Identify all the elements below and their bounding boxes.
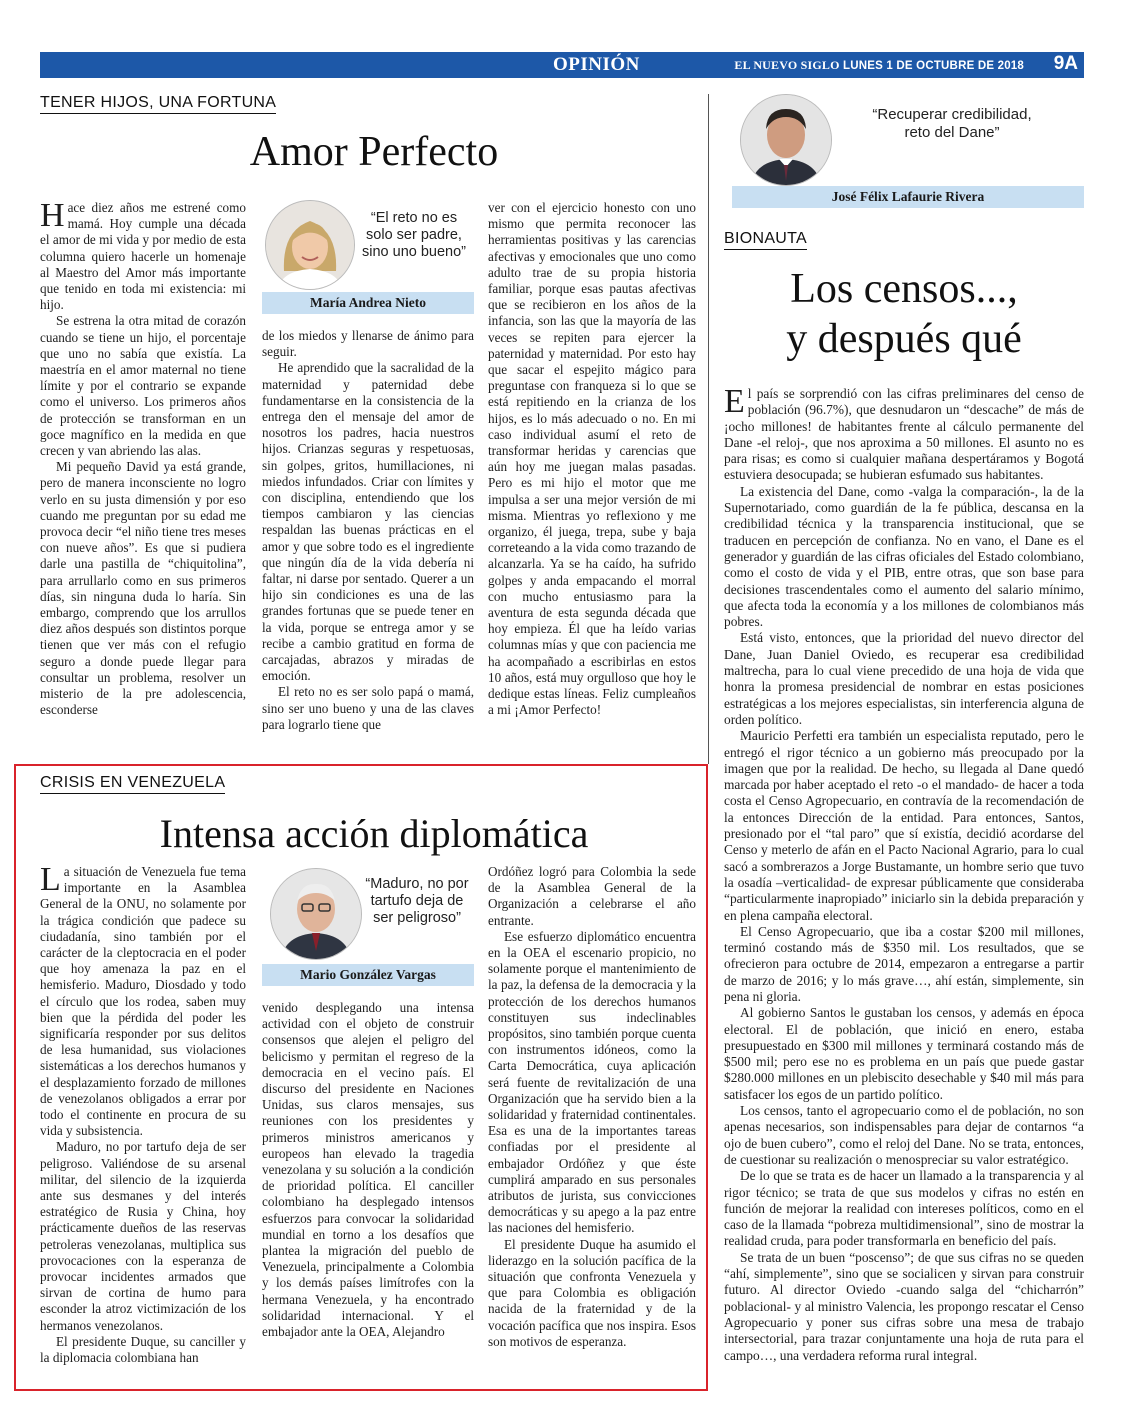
dropcap-letter: E — [724, 383, 745, 420]
author-portrait-icon — [741, 95, 831, 185]
pull-quote: “El reto no es solo ser padre, sino uno bueno” — [362, 210, 466, 260]
author-portrait-icon — [271, 869, 361, 959]
issue-date: LUNES 1 DE OCTUBRE DE 2018 — [843, 60, 1024, 72]
paragraph: El reto no es ser solo papá o mamá, sino ser uno bueno y una de las claves para lograrlo tiene que — [262, 684, 474, 732]
paragraph: a situación de Venezuela fue tema importante en la Asamblea General de la ONU, no solamente por la trágica condición que padece su ciudadanía, sino también por el carácter de la cleptocracia en el poder que hoy amenaza la paz en el hemisferio. Maduro, Diosdado y todo el círculo que los rodea, saben muy bien que la pérdida del poder les significaría responder por sus delitos de lesa humanidad, sus violaciones sistemáticas a los derechos humanos y el desplazamiento forzado de millones de venezolanos obligados a errar por todo el continente en procura de su vida y subsistencia. — [40, 864, 246, 1139]
article2-pull-quote-box — [262, 866, 474, 988]
article3-kicker: BIONAUTA — [724, 230, 807, 250]
article3-headline — [724, 264, 1084, 364]
author-portrait-icon — [266, 201, 354, 289]
article2-headline: Intensa acción diplomática — [159, 811, 589, 856]
pull-quote: “Maduro, no por tartufo deja de ser peligroso” — [365, 876, 469, 926]
author-name-bar: Mario González Vargas — [262, 964, 474, 986]
paragraph: de los miedos y llenarse de ánimo para seguir. — [262, 328, 474, 360]
paragraph: ace diez años me estrené como mamá. Hoy cumple una década el amor de mi vida y por medio de esta columna quiero hacerle un homenaje al Maestro del Amor más importante que tenido en toda mi existencia: mi hijo. — [40, 200, 246, 313]
paragraph: ver con el ejercicio honesto con uno mismo que permita reconocer las herramientas positivas y las carencias afectivas y emocionales que uno como adulto trae de su propia historia familiar, porque esas pautas afectivas que se recibieron en los años de la infancia, son las que la mayoría de las veces se repiten para ejercer la paternidad y maternidad. Por esto hay que sacar el espejito mágico para preguntase con franqueza si lo que se está repitiendo en la crianza de los hijos, es lo más adecuado o no. En mi caso individual asumí el reto de transformar heridas y carencias que aún hoy me juegan malas pasadas. Pero es mi hijo el motor que me impulsa a ser una mejor versión de mi misma. Mientras yo reflexiono y me organizo, él juega, trepa, sube y baja correteando a la vida como trazando de alcanzarla. Ya se ha caído, ha sufrido golpes y anda empacando el morral con mucho entusiasmo para la aventura de esta segunda década que hoy empieza. Él que ha leído varias columnas mías y que con paciencia me ha acompañado a escribirlas en estos 10 años, está muy orgulloso que hoy le dedique estas líneas. Feliz cumpleaños a mi ¡Amor Perfecto! — [488, 200, 696, 718]
article2-column-1 — [40, 861, 246, 1366]
paragraph: Mi pequeño David ya está grande, pero de manera inconsciente no logro verlo en su justa dimensión y por eso cuando me preguntan por su edad me provoca decir “el niño tiene tres meses con nueve años”. Es que si pudiera darle una pastilla de “chiquitolina”, para arrullarlo como en sus primeros días, sin ninguna duda lo haría. Sin embargo, comprendo que los arrullos diez años después son distintos porque tienen que ver más con el refugio seguro a donde puede llegar para consultar un problema, resolver un misterio de la pre adolescencia, esconderse — [40, 459, 246, 718]
dateline — [734, 58, 1024, 73]
article1-column-2 — [262, 328, 474, 733]
author-photo — [270, 868, 362, 960]
paragraph: Se trata de un buen “poscenso”; de que sus cifras no se queden “ahí, simplemente”, sino que se socialicen y sirvan para construir futuro. Al director Oviedo -cuando salga del “chicharrón” poblacional- y al ministro Valencia, les propongo rescatar el Censo Agropecuario y poner sus cifras sobre una mesa de trabajo intersectorial, para trazar conjuntamente una hoja de ruta para el campo…, una verdadera reforma rural integral. — [724, 1249, 1084, 1363]
article1-headline: Amor Perfecto — [249, 129, 499, 175]
paragraph: Ordóñez logró para Colombia la sede de la Asamblea General de la Organización a celebrarse el año entrante. — [488, 864, 696, 928]
paragraph: La existencia del Dane, como -valga la comparación-, la de la Supernotariado, como guardián de la fe pública, descansa en la credibilidad técnica y la transparencia institucional, que se traducen en percepción de confianza. No en vano, el Dane es el generador y guardián de las cifras oficiales del Estado colombiano, como el costo de vida y el PIB, entre otras, que son base para decisiones trascendentales como el aumento del salario mínimo, que afecta toda la economía y a los millones de colombianos más pobres. — [724, 483, 1084, 630]
headline-line: y después qué — [786, 316, 1022, 362]
author-name-bar: María Andrea Nieto — [262, 292, 474, 314]
column-divider — [708, 94, 709, 764]
pull-quote: “Recuperar credibilidad, reto del Dane” — [872, 106, 1032, 141]
paragraph: venido desplegando una intensa actividad con el objeto de construir consensos que alejen el peligro del belicismo y permitan el regreso de la democracia en el vecino país. El discurso del presidente en Naciones Unidas, sus claros mensajes, sus reuniones con los presidentes y primeros ministros americanos y europeos han elevado la tragedia venezolana y su solución a la condición de prioridad política. El canciller colombiano ha desplegado intensos esfuerzos para convocar la solidaridad mundial en torno a los desafíos que plantea la migración del pueblo de Venezuela, principalmente a Colombia y los demás países limítrofes con la hermana Venezuela, y ha encontrado solidaridad internacional. Y el embajador ante la OEA, Alejandro — [262, 1000, 474, 1340]
author-photo — [265, 200, 355, 290]
author-photo — [740, 94, 832, 186]
article1-column-3 — [488, 200, 696, 719]
paragraph: De lo que se trata es de hacer un llamado a la transparencia y al rigor técnico; se trata de que sus modelos y cifras no estén en función de mejorar la realidad con intereses políticos, como en el caso de la llamada “pobreza multidimensional”, sino de mostrar la realidad cruda, para poder transformarla en beneficio del país. — [724, 1168, 1084, 1249]
paragraph: l país se sorprendió con las cifras preliminares del censo de población (96.7%), que desnudaron un “descache” de más de ¡ocho millones! de habitantes frente al cálculo permanente del Dane -el reloj-, que nos aproxima a 50 millones. El asunto no es para risas; es como si cualquier mañana despertáramos y Bogotá estuviera desocupada; se hubieran esfumado sus habitantes. — [724, 386, 1084, 483]
section-title: OPINIÓN — [553, 54, 640, 75]
article3-body — [724, 383, 1084, 1364]
article3-pull-quote-box — [732, 92, 1084, 208]
article2-kicker: CRISIS EN VENEZUELA — [40, 774, 225, 794]
headline-line: Los censos..., — [790, 266, 1018, 312]
paragraph: Se estrena la otra mitad de corazón cuando se tiene un hijo, el porcentaje que uno no sabía que existía. La maestría en el amor maternal no tiene límite y por el contrario se expande como el universo. Los primeros años de protección se transforman en un goce magnífico en la medida en que crecen y van abriendo las alas. — [40, 313, 246, 459]
section-header-bar — [40, 52, 1084, 78]
paragraph: Los censos, tanto el agropecuario como el de población, no son apenas necesarios, son indispensables para dejar de contarnos “a ojo de buen cubero”, como el reloj del Dane. No se trata, entonces, de cuestionar su realización o menospreciar su valor estratégico. — [724, 1103, 1084, 1167]
author-name-bar: José Félix Lafaurie Rivera — [732, 186, 1084, 208]
article2-column-2 — [262, 1000, 474, 1340]
paragraph: Mauricio Perfetti era también un especialista reputado, pero le entregó el rigor técnico a un gobierno más preocupado por la imagen que por la realidad. De hecho, su llegada al Dane quedó marcada por haber aceptado el reto -o el mandado- de hacer a toda costa el Censo Agropecuario, en contravía de la recomendación de la entonces Dirección de la entidad. Para entonces, Santos, presionado por el “tal paro” que sí existía, decidió acordarse del Censo y meterlo de afán en el Pacto Nacional Agrario, para lo cual sacó a sombrerazos a Jorge Bustamante, un hombre serio que tuvo la osadía –verticalidad- de expresar públicamente que consideraba “particularmente inapropiado” iniciarlo sin la debida preparación y en plena campaña electoral. — [724, 728, 1084, 923]
article1-kicker: TENER HIJOS, UNA FORTUNA — [40, 94, 276, 114]
paragraph: Maduro, no por tartufo deja de ser peligroso. Valiéndose de su arsenal militar, del silencio de la izquierda ante sus desmanes y del interés estratégico de Rusia y China, hoy prácticamente dueños de las reservas petroleras venezolanas, multiplica sus provocaciones con la esperanza de provocar incidentes armados que sirvan de cortina de humo para esconder la atroz victimización de los hermanos venezolanos. — [40, 1139, 246, 1333]
dropcap-letter: H — [40, 197, 65, 234]
article1-column-1 — [40, 197, 246, 719]
page-number: 9A — [1053, 53, 1078, 74]
paragraph: Está visto, entonces, que la prioridad del nuevo director del Dane, Juan Daniel Oviedo, es recuperar esa credibilidad maltrecha, para lo cual viene precedido de una hoja de vida que honra la promesa presidencial de nombrar en estas posiciones estratégicas a los mejores especialistas, sin interferencia alguna de orden político. — [724, 630, 1084, 727]
paragraph: He aprendido que la sacralidad de la maternidad y paternidad debe fundamentarse en la consistencia de la entrega den el mensaje del amor de nosotros los padres, hacia nuestros hijos. Crianzas seguras y respetuosas, sin golpes, gritos, humillaciones, ni miedos infundados. Criar con límites y con disciplina, entendiendo que los tiempos cambiaron y las ciencias respaldan las buenas prácticas en el amor y que sobre todo es el ingrediente que ningún día de la vida debería ni faltar, ni darse por sentado. Querer a un hijo sin condiciones es una de las grandes fortunas que se puede tener en la vida, porque se entrega amor y se recibe a cambio gratitud en forma de carcajadas, abrazos y miradas de emoción. — [262, 360, 474, 684]
paragraph: El presidente Duque ha asumido el liderazgo en la solución pacífica de la situación que confronta Venezuela y que para Colombia es obligación nacida de la fraternidad y de la vocación pacífica que nos inspira. Esos son motivos de esperanza. — [488, 1236, 696, 1349]
dropcap-letter: L — [40, 861, 61, 898]
paragraph: El Censo Agropecuario, que iba a costar $200 mil millones, terminó costando más de $350 mil. Los resultados, que se ofrecieron para octubre de 2014, empezaron a entregarse a partir de marzo de 2016; y lo más grave…, ahí están, simplemente, sin pena ni gloria. — [724, 923, 1084, 1004]
paragraph: El presidente Duque, su canciller y la diplomacia colombiana han — [40, 1333, 246, 1366]
newspaper-brand: EL NUEVO SIGLO — [734, 58, 840, 72]
paragraph: Ese esfuerzo diplomático encuentra en la OEA el escenario propicio, no solamente porque el mantenimiento de la paz, la defensa de la democracia y la protección de los derechos humanos constituyen sus indeclinables propósitos, sino también porque cuenta con instrumentos idóneos, como la Carta Democrática, cuya aplicación será fuente de revitalización de una Organización que ha servido bien a la solidaridad y fraternidad continentales. Esa es una de la importantes tareas confiadas por el presidente al embajador Ordóñez y que éste cumplirá amparado en sus personales atributos de jurista, sus convicciones democráticas y su apego a la paz entre las naciones del hemisferio. — [488, 928, 696, 1236]
paragraph: Al gobierno Santos le gustaban los censos, y además en época electoral. El de población, que inició en enero, estaba presupuestado en $300 mil millones y terminará costando más de $500 mil; pero ese no es problema en un país que puede gastar $280.000 millones en un plebiscito desechable y $40 mil más para satisfacer los egos de un partido político. — [724, 1005, 1084, 1102]
article2-column-3 — [488, 864, 696, 1350]
article1-pull-quote-box — [262, 200, 474, 318]
